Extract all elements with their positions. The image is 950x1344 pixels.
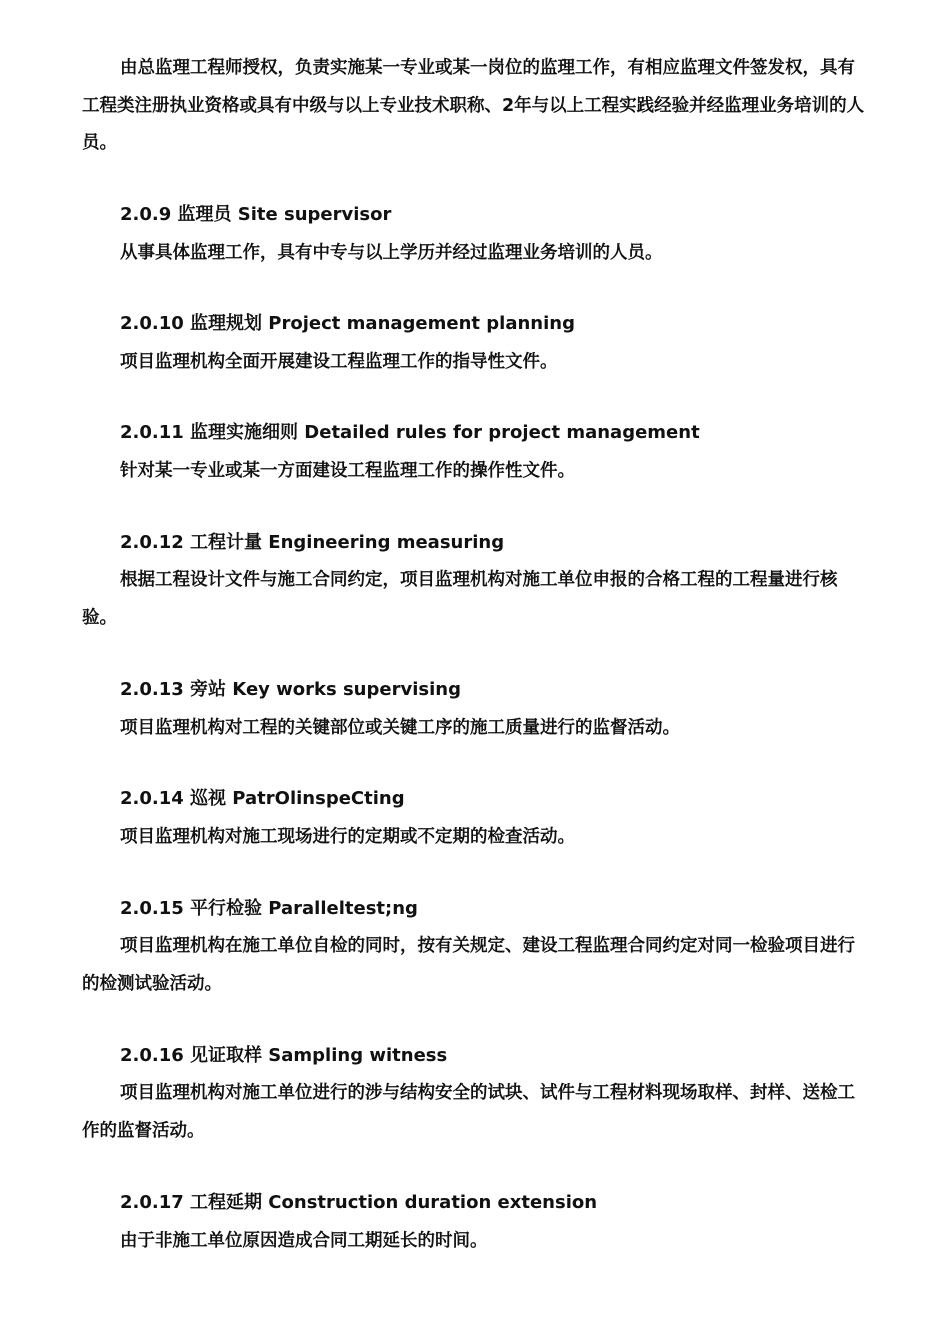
intro-paragraph: 由总监理工程师授权，负责实施某一专业或某一岗位的监理工作，有相应监理文件签发权，具有工程类注册执业资格或具有中级与以上专业技术职称、2年与以上工程实践经验并经监理业务培训的人员。 — [82, 58, 865, 153]
section-heading-2-0-12: 2.0.12 工程计量 Engineering measuring — [120, 532, 505, 553]
section-body-2-0-9: 从事具体监理工作，具有中专与以上学历并经过监理业务培训的人员。 — [120, 243, 663, 263]
section-heading-2-0-17: 2.0.17 工程延期 Construction duration extension — [120, 1192, 598, 1213]
section-heading-2-0-16: 2.0.16 见证取样 Sampling witness — [120, 1045, 448, 1066]
section-body-2-0-17: 由于非施工单位原因造成合同工期延长的时间。 — [120, 1231, 488, 1251]
section-body-2-0-13: 项目监理机构对工程的关键部位或关键工序的施工质量进行的监督活动。 — [120, 718, 680, 738]
section-heading-2-0-15: 2.0.15 平行检验 Paralleltest;ng — [120, 898, 418, 919]
section-body-2-0-16: 项目监理机构对施工单位进行的涉与结构安全的试块、试件与工程材料现场取样、封样、送检工作的监督活动。 — [82, 1083, 855, 1141]
section-body-2-0-11: 针对某一专业或某一方面建设工程监理工作的操作性文件。 — [120, 461, 575, 481]
section-body-2-0-14: 项目监理机构对施工现场进行的定期或不定期的检查活动。 — [120, 827, 575, 847]
section-heading-2-0-14: 2.0.14 巡视 PatrOlinspeCting — [120, 788, 405, 809]
section-heading-2-0-13: 2.0.13 旁站 Key works supervising — [120, 679, 461, 700]
section-heading-2-0-9: 2.0.9 监理员 Site supervisor — [120, 204, 392, 225]
section-heading-2-0-10: 2.0.10 监理规划 Project management planning — [120, 313, 575, 334]
section-body-2-0-15: 项目监理机构在施工单位自检的同时，按有关规定、建设工程监理合同约定对同一检验项目进行的检测试验活动。 — [82, 936, 855, 994]
section-heading-2-0-11: 2.0.11 监理实施细则 Detailed rules for project management — [120, 422, 700, 443]
section-body-2-0-12: 根据工程设计文件与施工合同约定，项目监理机构对施工单位申报的合格工程的工程量进行核验。 — [82, 570, 838, 628]
section-body-2-0-10: 项目监理机构全面开展建设工程监理工作的指导性文件。 — [120, 352, 558, 372]
